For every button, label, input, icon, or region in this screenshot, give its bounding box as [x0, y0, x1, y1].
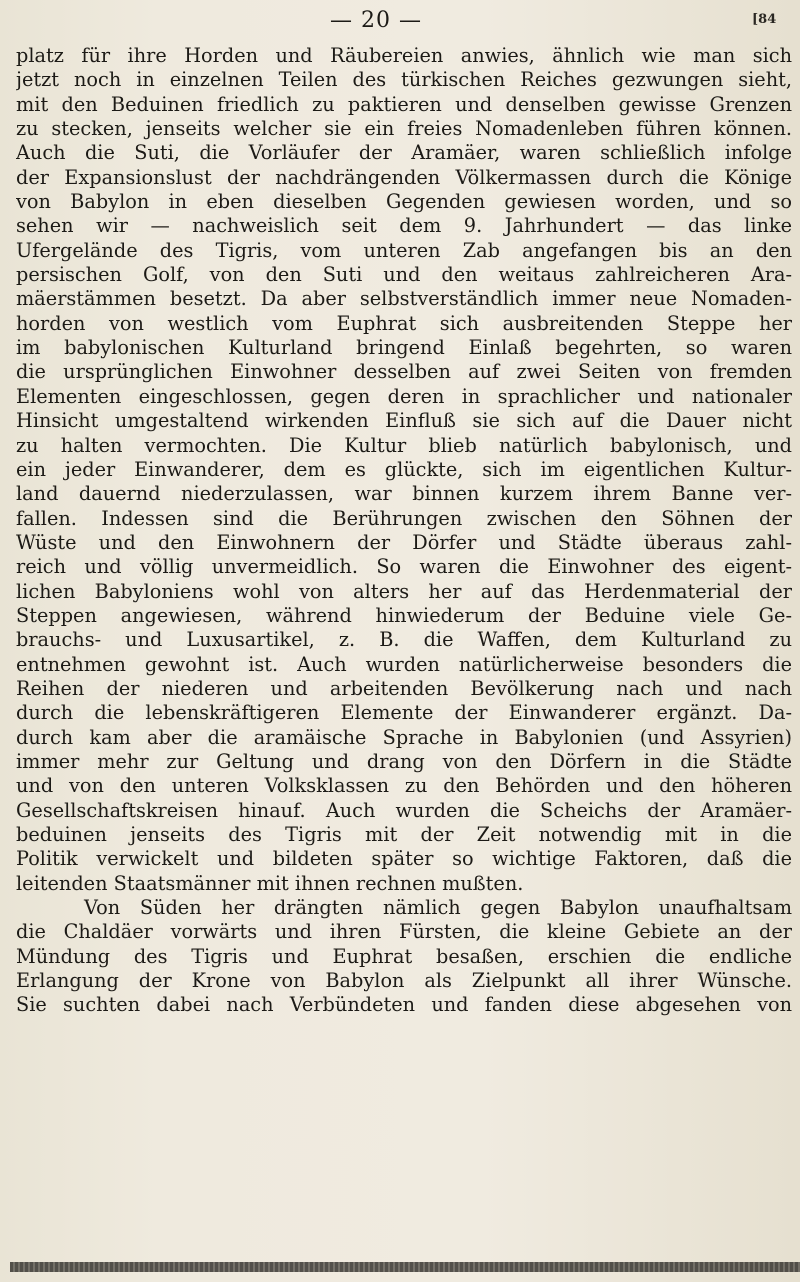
- text-line: von Babylon in eben dieselben Gegenden gewiesen worden, und so: [16, 190, 792, 214]
- text-line: Hinsicht umgestaltend wirkenden Einfluß sie sich auf die Dauer nicht: [16, 409, 792, 433]
- text-line: horden von westlich vom Euphrat sich ausbreitenden Steppe her: [16, 311, 792, 335]
- page-number: — 20 —: [330, 8, 422, 33]
- text-line: der Expansionslust der nachdrängenden Völkermassen durch die Könige: [16, 165, 792, 189]
- text-line: beduinen jenseits des Tigris mit der Zeit notwendig mit in die: [16, 823, 792, 846]
- text-line: mäerstämmen besetzt. Da aber selbstverständlich immer neue Nomaden-: [16, 287, 792, 311]
- text-line: persischen Golf, von den Suti und den weitaus zahlreicheren Ara-: [16, 263, 792, 287]
- text-line: durch die lebenskräftigeren Elemente der Einwanderer ergänzt. Da-: [16, 701, 792, 725]
- text-line: land dauernd niederzulassen, war binnen kurzem ihrem Banne ver-: [16, 482, 792, 506]
- text-line: brauchs- und Luxusartikel, z. B. die Waffen, dem Kulturland zu: [16, 628, 792, 652]
- page-header: [0, 6, 800, 36]
- text-line: reich und völlig unvermeidlich. So waren die Einwohner des eigent-: [16, 555, 792, 579]
- text-line: die Chaldäer vorwärts und ihren Fürsten, die kleine Gebiete an der: [16, 920, 792, 944]
- text-line: entnehmen gewohnt ist. Auch wurden natürlicherweise besonders die: [16, 652, 792, 676]
- text-line: ein jeder Einwanderer, dem es glückte, sich im eigentlichen Kultur-: [16, 457, 792, 481]
- text-line: sehen wir — nachweislich seit dem 9. Jahrhundert — das linke: [16, 214, 792, 238]
- text-line: im babylonischen Kulturland bringend Einlaß begehrten, so waren: [16, 336, 792, 360]
- text-line: lichen Babyloniens wohl von alters her auf das Herdenmaterial der: [16, 579, 792, 603]
- text-line: Auch die Suti, die Vorläufer der Aramäer, waren schließlich infolge: [16, 141, 792, 165]
- text-line: Sie suchten dabei nach Verbündeten und fanden diese abgesehen von: [16, 993, 792, 1017]
- text-line: zu halten vermochten. Die Kultur blieb natürlich babylonisch, und: [16, 433, 792, 457]
- text-line: Reihen der niederen und arbeitenden Bevölkerung nach und nach: [16, 676, 792, 700]
- text-line: die ursprünglichen Einwohner desselben auf zwei Seiten von fremden: [16, 360, 792, 384]
- text-line: zu stecken, jenseits welcher sie ein freies Nomadenleben führen können.: [16, 117, 792, 141]
- text-line: und von den unteren Volksklassen zu den Behörden und den höheren: [16, 774, 792, 798]
- text-line: Mündung des Tigris und Euphrat besaßen, erschien die endliche: [16, 944, 792, 968]
- text-line: Ufergelände des Tigris, vom unteren Zab angefangen bis an den: [16, 238, 792, 262]
- text-line: leitenden Staatsmänner mit ihnen rechnen mußten.: [16, 871, 524, 895]
- text-line: durch kam aber die aramäische Sprache in Babylonien (und Assyrien): [16, 725, 792, 749]
- text-line: Steppen angewiesen, während hinwiederum der Beduine viele Ge-: [16, 603, 792, 627]
- text-line: fallen. Indessen sind die Berührungen zwischen den Söhnen der: [16, 506, 792, 530]
- text-line: Erlangung der Krone von Babylon als Zielpunkt all ihrer Wünsche.: [16, 969, 792, 993]
- text-line: Politik verwickelt und bildeten später so wichtige Faktoren, daß die: [16, 847, 792, 871]
- text-line: immer mehr zur Geltung und drang von den Dörfern in die Städte: [16, 749, 792, 773]
- text-line: Gesellschaftskreisen hinauf. Auch wurden die Scheichs der Aramäer-: [16, 798, 792, 822]
- scan-bottom-edge: [10, 1262, 800, 1272]
- text-line: Von Süden her drängten nämlich gegen Babylon unaufhaltsam: [84, 896, 792, 920]
- text-line: Elementen eingeschlossen, gegen deren in sprachlicher und nationaler: [16, 384, 792, 408]
- margin-page-reference: [84: [752, 12, 777, 27]
- text-line: mit den Beduinen friedlich zu paktieren und denselben gewisse Grenzen: [16, 92, 792, 116]
- text-line: jetzt noch in einzelnen Teilen des türkischen Reiches gezwungen sieht,: [16, 68, 792, 92]
- text-line: platz für ihre Horden und Räubereien anwies, ähnlich wie man sich: [16, 44, 792, 67]
- body-text: [16, 44, 792, 1018]
- text-line: Wüste und den Einwohnern der Dörfer und Städte überaus zahl-: [16, 530, 792, 554]
